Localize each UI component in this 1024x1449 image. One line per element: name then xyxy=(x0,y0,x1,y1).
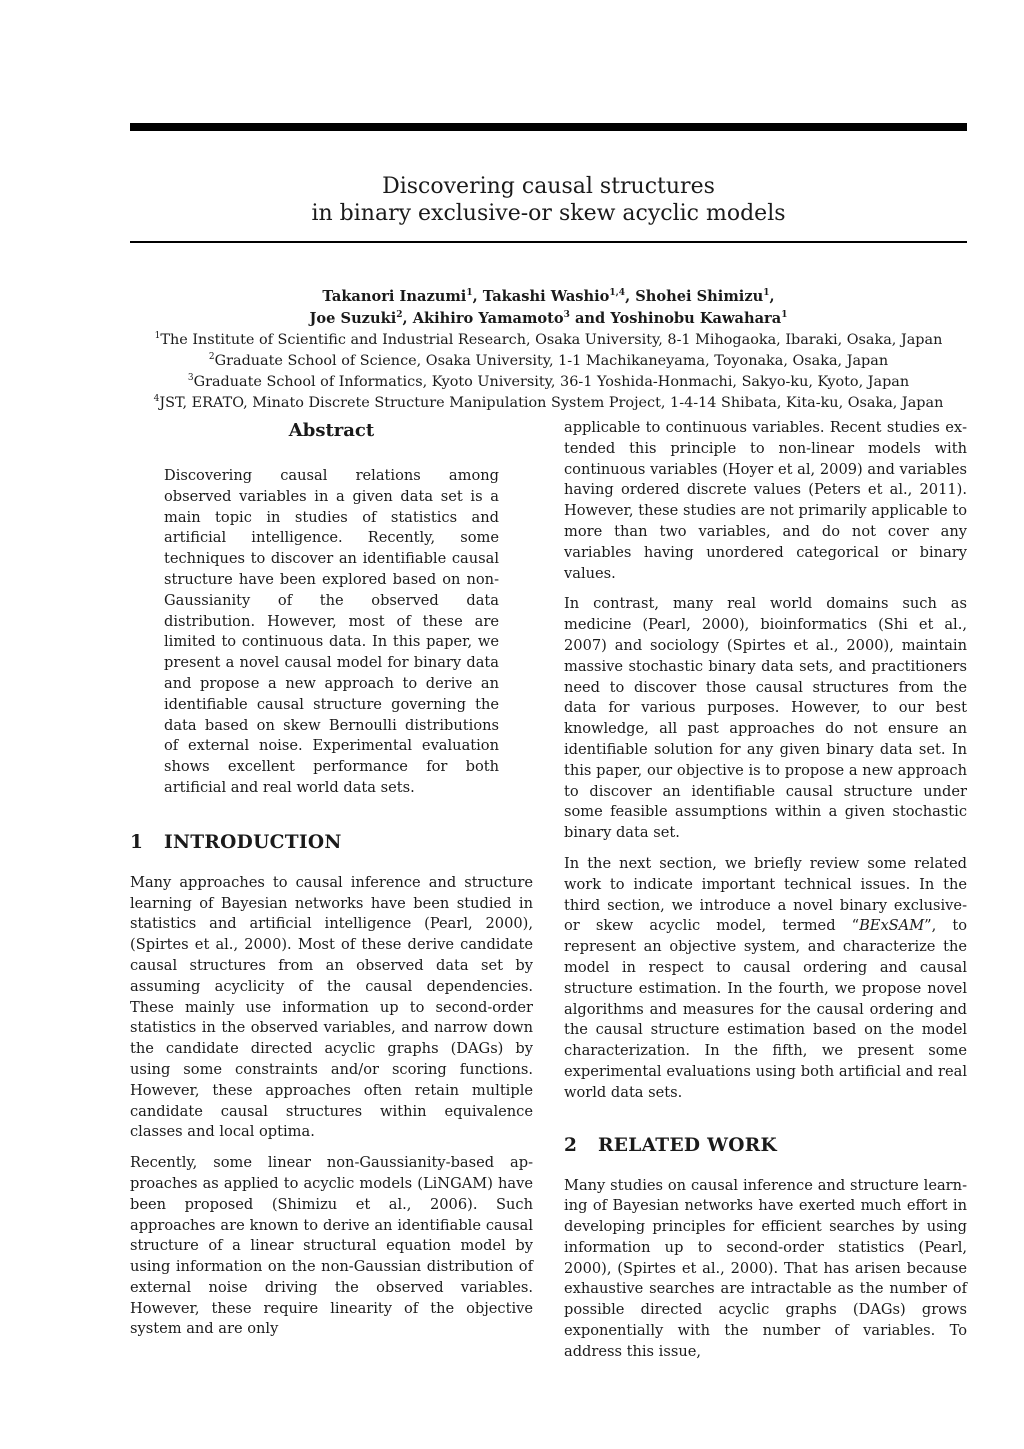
author-affiliation-mark: 3 xyxy=(563,310,570,320)
affiliation-text: JST, ERATO, Minato Discrete Structure Manipulation System Project, 1-4-14 Shibata, Kita-ku, Osaka, Japan xyxy=(159,395,944,411)
author-separator: and xyxy=(569,310,611,327)
affiliation-4 xyxy=(120,393,977,414)
author-line-2 xyxy=(120,308,977,330)
author-affiliation-mark: 1 xyxy=(763,288,770,298)
title-top-rule xyxy=(130,123,967,131)
intro-paragraph-5 xyxy=(564,854,967,1104)
right-column xyxy=(564,418,967,1363)
intro-paragraph-4: In contrast, many real world domains such as medicine (Pearl, 2000), bioinformatics (Shi et al., 2007) and sociology (Spirtes et al., 2000), maintain massive stochastic binary data sets, and practitioners need to discover those causal structures from the data for various purposes. However, to our best knowledge, all past approaches do not ensure an identifiable solution for any given binary data set. In this paper, our objective is to propose a new approach to discover an identifiable causal structure under some feasible assumptions within a given stochastic binary data set. xyxy=(564,595,967,842)
section-number: 1 xyxy=(130,831,144,853)
title-line-1: Discovering causal structures xyxy=(382,173,715,199)
intro-paragraph-2: Recently, some linear non-Gaussianity-based approaches as applied to acyclic models (LiNGAM) have been proposed (Shimizu et al., 2006). Such approaches are known to derive an identifiable causal structure of a linear structural equation model by using information on the non-Gaussian distribution of external noise driving the observed variables. However, these require linearity of the objective system and are only xyxy=(130,1154,533,1338)
related-work-paragraph-1: Many studies on causal inference and structure learning of Bayesian networks have exerted much effort in developing principles for efficient searches by using information up to second-order statistics (Pearl, 2000), (Spirtes et al., 2000). That has arisen because exhaustive searches are intractable as the number of possible directed acyclic graphs (DAGs) grows exponentially with the number of variables. To address this issue, xyxy=(564,1176,967,1360)
affiliation-3 xyxy=(120,372,977,393)
affiliation-2 xyxy=(120,351,977,372)
author-name: Shohei Shimizu xyxy=(635,288,764,305)
section-title: INTRODUCTION xyxy=(164,831,342,853)
author-separator: , xyxy=(472,288,483,305)
affiliation-mark: 3 xyxy=(187,373,194,383)
affiliation-text: Graduate School of Science, Osaka University, 1-1 Machikaneyama, Toyonaka, Osaka, Japan xyxy=(214,353,889,369)
abstract-text: Discovering causal relations among observed variables in a given data set is a main topic in studies of statistics and artificial intelligence. Recently, some techniques to discover an identifiable causal structure have been explored based on non-Gaussianity of the observed data distribution. However, most of these are limited to continuous data. In this paper, we present a novel causal model for binary data and propose a new approach to derive an identifiable causal structure governing the data based on skew Bernoulli distributions of external noise. Experimental evaluation shows excellent performance for both artificial and real world data sets. xyxy=(164,467,499,796)
title-bottom-rule xyxy=(130,241,967,243)
author-affiliation-mark: 2 xyxy=(396,310,403,320)
author-name: Yoshinobu Kawahara xyxy=(610,310,782,327)
author-line-1 xyxy=(120,286,977,308)
affiliation-mark: 4 xyxy=(153,394,160,404)
paper-title xyxy=(130,173,967,227)
paragraph-text: ”, to represent an objective system, and characterize the model in respect to causal ordering and causal structure estimation. In the fourth, we propose novel algorithms and measures for the causal ordering and the causal structure estimation based on the model characterization. In the fifth, we present some experimental evaluations using both artificial and real world data sets. xyxy=(564,917,967,1101)
title-line-2: in binary exclusive-or skew acyclic models xyxy=(311,200,786,226)
author-affiliation-mark: 1,4 xyxy=(609,288,626,298)
author-separator: , xyxy=(769,288,775,305)
author-separator: , xyxy=(625,288,636,305)
author-affiliation-mark: 1 xyxy=(466,288,473,298)
affiliation-text: The Institute of Scientific and Industrial Research, Osaka University, 8-1 Mihogaoka, Ibaraki, Osaka, Japan xyxy=(160,332,943,348)
affiliation-mark: 1 xyxy=(154,331,161,341)
abstract-heading: Abstract xyxy=(288,420,375,441)
section-1-heading xyxy=(130,831,533,855)
author-name: Akihiro Yamamoto xyxy=(412,310,564,327)
author-affiliation-mark: 1 xyxy=(781,310,788,320)
paragraph-text: In the next section, we briefly review some related work to indicate important technical issues. In the third section, we introduce a novel binary exclusive-or skew acyclic model, termed “ xyxy=(564,854,967,935)
left-column xyxy=(130,418,533,1340)
author-name: Takashi Washio xyxy=(482,288,610,305)
section-2-heading xyxy=(564,1134,967,1158)
intro-paragraph-1: Many approaches to causal inference and structure learning of Bayesian networks have been studied in statistics and artificial intelligence (Pearl, 2000), (Spirtes et al., 2000). Most of these derive candidate causal structures from an observed data set by assuming acyclicity of the causal dependencies. These mainly use information up to second-order statistics in the observed variables, and narrow down the candidate directed acyclic graphs (DAGs) by using some constraints and/or scoring functions. However, these approaches often retain multiple candidate causal structures within equivalence classes and local optima. xyxy=(130,873,533,1141)
affiliation-1 xyxy=(120,330,977,351)
author-name: Takanori Inazumi xyxy=(322,288,467,305)
author-block xyxy=(120,286,977,414)
affiliation-text: Graduate School of Informatics, Kyoto University, 36-1 Yoshida-Honmachi, Sakyo-ku, Kyoto, Japan xyxy=(193,374,910,390)
section-title: RELATED WORK xyxy=(598,1134,778,1156)
author-separator: , xyxy=(402,310,413,327)
intro-paragraph-3: applicable to continuous variables. Recent studies extended this principle to non-linear models with continuous variables (Hoyer et al, 2009) and variables having ordered discrete values (Peters et al., 2011). However, these studies are not primarily applicable to more than two variables, and do not cover any variables having unordered categorical or binary values. xyxy=(564,419,967,582)
affiliation-mark: 2 xyxy=(208,352,215,362)
model-term: BExSAM xyxy=(859,917,925,935)
author-name: Joe Suzuki xyxy=(309,310,397,327)
section-number: 2 xyxy=(564,1134,578,1156)
